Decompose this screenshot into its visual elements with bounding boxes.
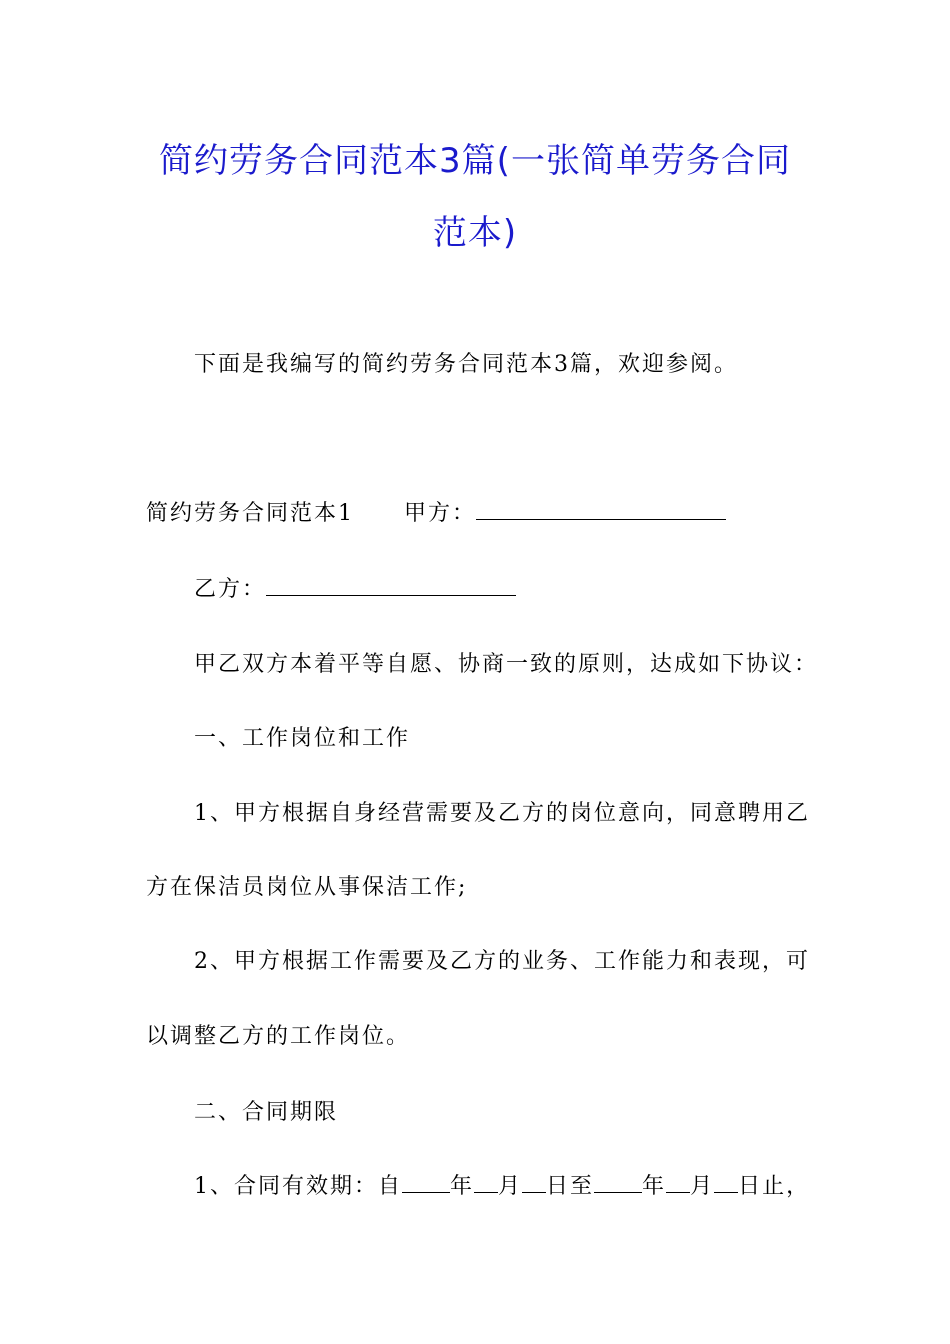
day-to-label: 日至	[546, 1174, 595, 1199]
end-month-label: 月	[690, 1174, 715, 1199]
document-title-line-2: 范本)	[432, 213, 518, 253]
start-year-blank	[402, 1172, 450, 1193]
clause-1-item-2-line-1: 2、甲方根据工作需要及乙方的业务、工作能力和表现，可	[194, 949, 810, 974]
clause-1-item-2-line-2: 以调整乙方的工作岗位。	[146, 1024, 411, 1049]
party-a-line	[146, 496, 726, 527]
contract-term-line	[194, 1169, 810, 1200]
term-prefix: 1、合同有效期：自	[194, 1174, 402, 1199]
start-year-label: 年	[450, 1174, 475, 1199]
party-b-label: 乙方：	[194, 577, 267, 602]
end-year-blank	[594, 1172, 642, 1193]
start-month-label: 月	[498, 1174, 523, 1199]
clause-1-heading: 一、工作岗位和工作	[194, 726, 411, 751]
agreement-paragraph: 甲乙双方本着平等自愿、协商一致的原则，达成如下协议：	[194, 652, 819, 677]
start-day-blank	[522, 1172, 546, 1193]
clause-1-item-1-line-1: 1、甲方根据自身经营需要及乙方的岗位意向，同意聘用乙	[194, 801, 810, 826]
party-b-line	[194, 572, 516, 603]
day-end-label: 日止，	[738, 1174, 811, 1199]
clause-2-heading: 二、合同期限	[194, 1100, 339, 1125]
section-heading: 简约劳务合同范本1	[146, 501, 354, 526]
party-b-blank	[266, 575, 516, 596]
document-title-line-1: 简约劳务合同范本3篇(一张简单劳务合同	[159, 141, 791, 181]
start-month-blank	[474, 1172, 498, 1193]
end-year-label: 年	[642, 1174, 667, 1199]
party-a-label: 甲方：	[404, 501, 477, 526]
party-a-blank	[476, 499, 726, 520]
end-month-blank	[666, 1172, 690, 1193]
clause-1-item-1-line-2: 方在保洁员岗位从事保洁工作;	[146, 875, 468, 900]
intro-paragraph: 下面是我编写的简约劳务合同范本3篇，欢迎参阅。	[194, 352, 738, 377]
end-day-blank	[714, 1172, 738, 1193]
